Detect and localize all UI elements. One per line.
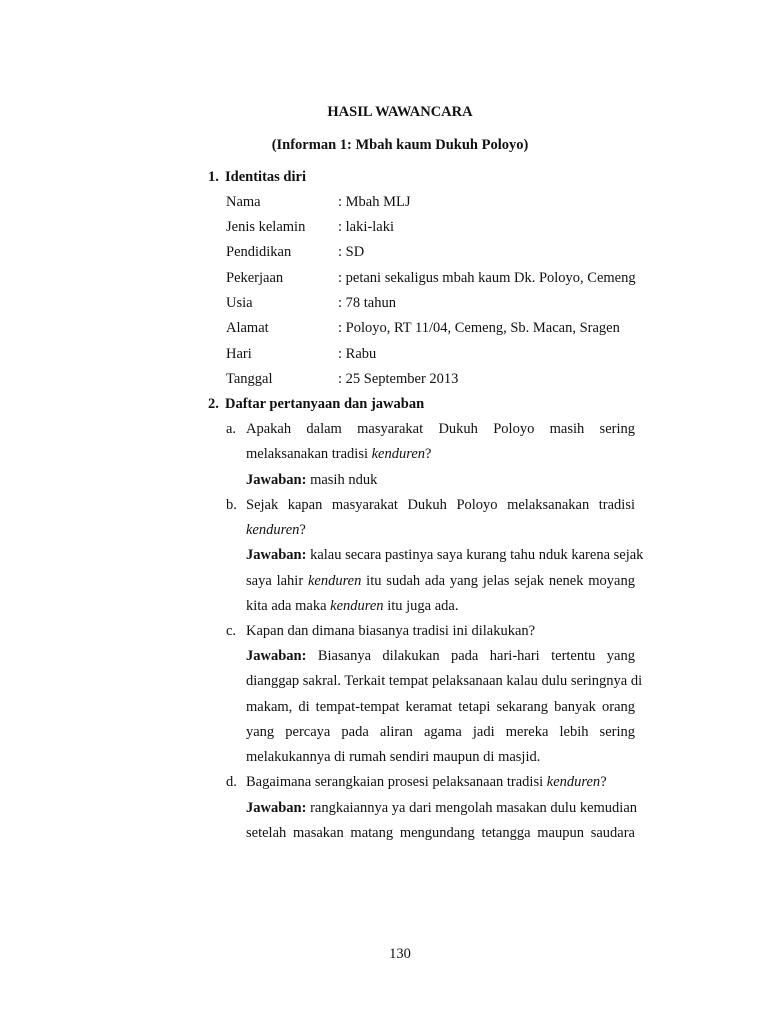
identity-row [226,194,646,214]
answer-text: yang percaya pada aliran agama jadi mereka lebih sering [246,724,635,740]
identity-label: Tanggal [226,371,273,387]
identity-label: Pekerjaan [226,270,284,286]
question-letter: a. [226,421,237,437]
section-heading-identity [208,169,306,186]
question-letter: c. [226,623,237,639]
identity-label: Nama [226,194,261,210]
section-number: 2. [208,396,219,412]
answer-text: makam, di tempat-tempat keramat tetapi sekarang banyak orang [246,699,635,715]
answer-label: Jawaban: [246,800,307,816]
identity-label: Hari [226,346,252,362]
identity-value: : Rabu [338,346,377,362]
answer-text: Jawaban: kalau secara pastinya saya kurang tahu nduk karena sejak [246,547,644,563]
section-number: 1. [208,169,219,185]
page-number: 130 [389,946,411,962]
identity-value: : 78 tahun [338,295,396,311]
question-text: Kapan dan dimana biasanya tradisi ini dilakukan? [246,623,536,639]
identity-value: : Poloyo, RT 11/04, Cemeng, Sb. Macan, Sragen [338,320,620,336]
term-kenduren: kenduren [330,598,384,614]
question-text: melaksanakan tradisi kenduren? [246,446,432,462]
question-text: Apakah dalam masyarakat Dukuh Poloyo masih sering [246,421,635,437]
question-text: kenduren? [246,522,306,538]
identity-row [226,295,646,315]
question-text: Sejak kapan masyarakat Dukuh Poloyo melaksanakan tradisi [246,497,635,513]
question-letter: b. [226,497,237,513]
identity-row [226,346,646,366]
identity-value: : petani sekaligus mbah kaum Dk. Poloyo, Cemeng [338,270,636,286]
section-heading-qa [208,396,424,413]
identity-label: Usia [226,295,253,311]
document-subtitle: (Informan 1: Mbah kaum Dukuh Poloyo) [271,137,529,153]
identity-row [226,320,646,340]
answer-text: setelah masakan matang mengundang tetangga maupun saudara [246,825,635,841]
identity-row [226,244,646,264]
document-title: HASIL WAWANCARA [327,104,473,120]
section-title: Identitas diri [225,169,306,185]
identity-label: Pendidikan [226,244,292,260]
answer-text: Jawaban: rangkaiannya ya dari mengolah masakan dulu kemudian [246,800,638,816]
answer-label: Jawaban: [246,547,307,563]
section-title: Daftar pertanyaan dan jawaban [225,396,425,412]
term-kenduren: kenduren [371,446,426,462]
answer-text: dianggap sakral. Terkait tempat pelaksanaan kalau dulu seringnya di [246,673,643,689]
identity-row [226,371,646,391]
answer-label: Jawaban: [246,472,307,488]
answer-text: kita ada maka kenduren itu juga ada. [246,598,459,614]
question-letter: d. [226,774,237,790]
answer-label: Jawaban: [246,648,307,664]
identity-value: : Mbah MLJ [338,194,411,210]
answer-text: Jawaban: Biasanya dilakukan pada hari-hari tertentu yang [246,648,635,664]
answer-text: saya lahir kenduren itu sudah ada yang jelas sejak nenek moyang [246,573,635,589]
term-kenduren: kenduren [546,774,601,790]
answer-text: melakukannya di rumah sendiri maupun di masjid. [246,749,541,765]
identity-row [226,219,646,239]
identity-label: Alamat [226,320,269,336]
identity-value: : laki-laki [338,219,394,235]
identity-value: : SD [338,244,365,260]
identity-value: : 25 September 2013 [338,371,459,387]
question-text: Bagaimana serangkaian prosesi pelaksanaan tradisi kenduren? [246,774,607,790]
term-kenduren: kenduren [307,573,362,589]
answer-text: Jawaban: masih nduk [246,472,378,488]
term-kenduren: kenduren [246,522,300,538]
identity-label: Jenis kelamin [226,219,306,235]
identity-row [226,270,646,290]
